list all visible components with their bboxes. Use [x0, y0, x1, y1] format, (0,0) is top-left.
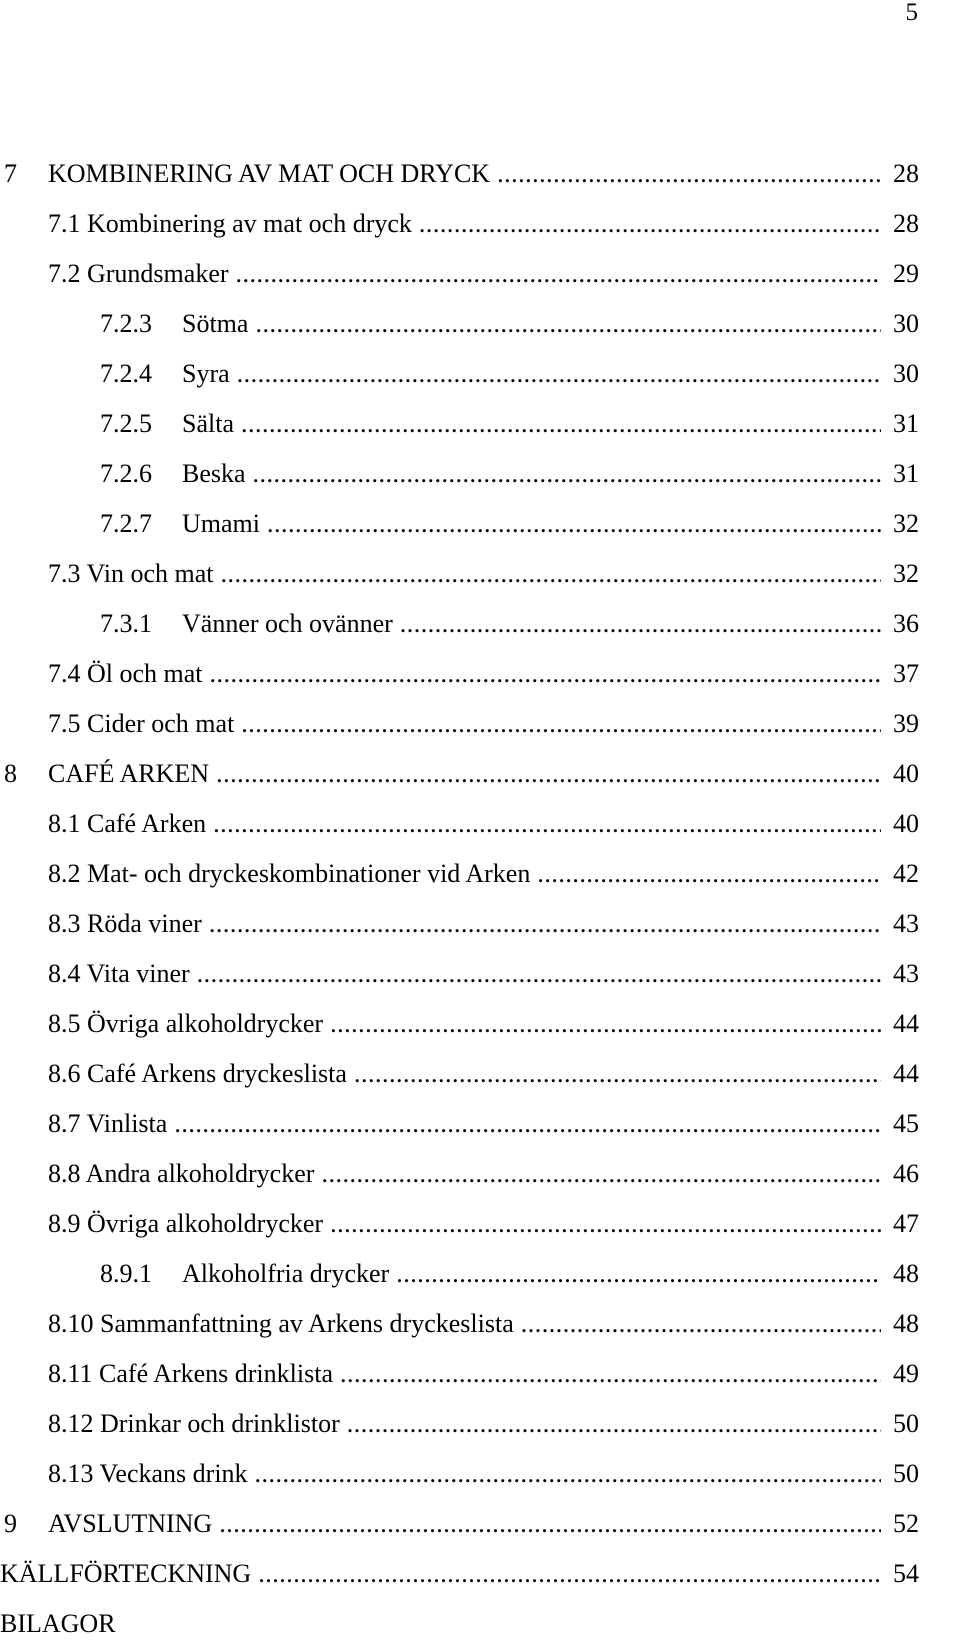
toc-entry[interactable] — [0, 254, 960, 294]
toc-entry-page: 46 — [893, 1159, 919, 1188]
toc-entry-page: 37 — [893, 659, 919, 688]
toc-entry-page: 43 — [893, 909, 919, 938]
toc-entry-page: 32 — [893, 509, 919, 538]
toc-entry[interactable] — [0, 1354, 960, 1394]
toc-entry-title: KÄLLFÖRTECKNING — [0, 1559, 252, 1588]
toc-entry[interactable] — [0, 154, 960, 194]
toc-entry-page: 28 — [893, 209, 919, 238]
toc-entry[interactable] — [0, 404, 960, 444]
toc-entry[interactable] — [0, 1404, 960, 1444]
toc-entry-title: 8.13 Veckans drink — [48, 1459, 248, 1488]
toc-entry-title: 7.2 Grundsmaker — [48, 259, 229, 288]
toc-entry-number: 8.9.1 — [100, 1259, 152, 1288]
toc-entry-title: Sötma — [182, 309, 249, 338]
toc-entry[interactable] — [0, 754, 960, 794]
toc-entry[interactable] — [0, 1154, 960, 1194]
toc-entry-number: 7.3.1 — [100, 609, 152, 638]
toc-entry[interactable] — [0, 1204, 960, 1244]
toc-entry-page: 50 — [893, 1409, 919, 1438]
toc-entry-page: 29 — [893, 259, 919, 288]
toc-entry-page: 50 — [893, 1459, 919, 1488]
toc-entry[interactable] — [0, 654, 960, 694]
toc-entry-number: 7.2.6 — [100, 459, 152, 488]
toc-entry-title: 8.3 Röda viner — [48, 909, 202, 938]
toc-entry[interactable] — [0, 304, 960, 344]
toc-entry-page: 32 — [893, 559, 919, 588]
toc-entry-title: Umami — [182, 509, 260, 538]
toc-entry-page: 31 — [893, 459, 919, 488]
toc-entry-page: 52 — [893, 1509, 919, 1538]
toc-entry-title: 8.4 Vita viner — [48, 959, 190, 988]
toc-entry-page: 48 — [893, 1309, 919, 1338]
toc-entry-number: 8 — [4, 759, 17, 788]
toc-entry[interactable] — [0, 204, 960, 244]
toc-entry-page: 47 — [893, 1209, 919, 1238]
toc-entry-number: 7.2.7 — [100, 509, 152, 538]
toc-entry-page: 48 — [893, 1259, 919, 1288]
toc-entry-page: 39 — [893, 709, 919, 738]
toc-entry[interactable] — [0, 1104, 960, 1144]
toc-entry-title: 8.6 Café Arkens dryckeslista — [48, 1059, 347, 1088]
toc-entry-page: 42 — [893, 859, 919, 888]
toc-entry-title: Beska — [182, 459, 246, 488]
toc-entry-title: 8.12 Drinkar och drinklistor — [48, 1409, 340, 1438]
toc-entry-title: 8.2 Mat- och dryckeskombinationer vid Arken — [48, 859, 531, 888]
toc-entry[interactable] — [0, 454, 960, 494]
toc-entry-title: 8.11 Café Arkens drinklista — [48, 1359, 333, 1388]
toc-entry[interactable] — [0, 854, 960, 894]
toc-entry[interactable] — [0, 1604, 960, 1644]
page-number: 5 — [905, 0, 918, 26]
toc-entry-title: 7.1 Kombinering av mat och dryck — [48, 209, 412, 238]
toc-entry-title: Syra — [182, 359, 230, 388]
toc-entry-title: 7.5 Cider och mat — [48, 709, 235, 738]
toc-entry-title: 8.1 Café Arken — [48, 809, 207, 838]
toc-entry[interactable] — [0, 1054, 960, 1094]
toc-entry-page: 30 — [893, 309, 919, 338]
toc-entry-number: 7.2.5 — [100, 409, 152, 438]
toc-entry-title: KOMBINERING AV MAT OCH DRYCK — [48, 159, 491, 188]
toc-entry-title: 8.8 Andra alkoholdrycker — [48, 1159, 315, 1188]
toc-entry-page: 49 — [893, 1359, 919, 1388]
toc-entry-number: 7.2.4 — [100, 359, 152, 388]
toc-entry[interactable] — [0, 1254, 960, 1294]
toc-entry-title: 8.7 Vinlista — [48, 1109, 168, 1138]
toc-entry-title: 8.5 Övriga alkoholdrycker — [48, 1009, 324, 1038]
toc-entry-page: 36 — [893, 609, 919, 638]
toc-entry[interactable] — [0, 1454, 960, 1494]
toc-entry-title: AVSLUTNING — [48, 1509, 213, 1538]
toc-entry[interactable] — [0, 554, 960, 594]
toc-entry-page: 44 — [893, 1009, 919, 1038]
toc-entry-page: 28 — [893, 159, 919, 188]
toc-entry[interactable] — [0, 354, 960, 394]
toc-entry[interactable] — [0, 804, 960, 844]
toc-entry[interactable] — [0, 904, 960, 944]
toc-entry-title: Vänner och ovänner — [182, 609, 393, 638]
toc-entry-page: 54 — [893, 1559, 919, 1588]
toc-entry-page: 31 — [893, 409, 919, 438]
toc-entry[interactable] — [0, 604, 960, 644]
toc-entry-page: 43 — [893, 959, 919, 988]
toc-entry[interactable] — [0, 504, 960, 544]
toc-entry-title: BILAGOR — [0, 1609, 116, 1638]
toc-entry-title: Sälta — [182, 409, 234, 438]
toc-entry-page: 40 — [893, 809, 919, 838]
toc-entry-title: CAFÉ ARKEN — [48, 759, 210, 788]
toc-entry[interactable] — [0, 1504, 960, 1544]
toc-entry[interactable] — [0, 1004, 960, 1044]
toc-entry-title: 8.9 Övriga alkoholdrycker — [48, 1209, 324, 1238]
toc-entry[interactable] — [0, 704, 960, 744]
toc-entry-title: 7.4 Öl och mat — [48, 659, 203, 688]
toc-entry-page: 30 — [893, 359, 919, 388]
toc-entry[interactable] — [0, 1304, 960, 1344]
toc-entry-title: 8.10 Sammanfattning av Arkens dryckeslista — [48, 1309, 514, 1338]
toc-entry-page: 45 — [893, 1109, 919, 1138]
toc-entry[interactable] — [0, 1554, 960, 1594]
toc-entry-title: Alkoholfria drycker — [182, 1259, 390, 1288]
toc-entry-title: 7.3 Vin och mat — [48, 559, 214, 588]
toc-entry-page: 44 — [893, 1059, 919, 1088]
toc-entry-number: 7 — [4, 159, 17, 188]
toc-entry-number: 9 — [4, 1509, 17, 1538]
toc-entry-number: 7.2.3 — [100, 309, 152, 338]
toc-entry[interactable] — [0, 954, 960, 994]
toc-entry-page: 40 — [893, 759, 919, 788]
